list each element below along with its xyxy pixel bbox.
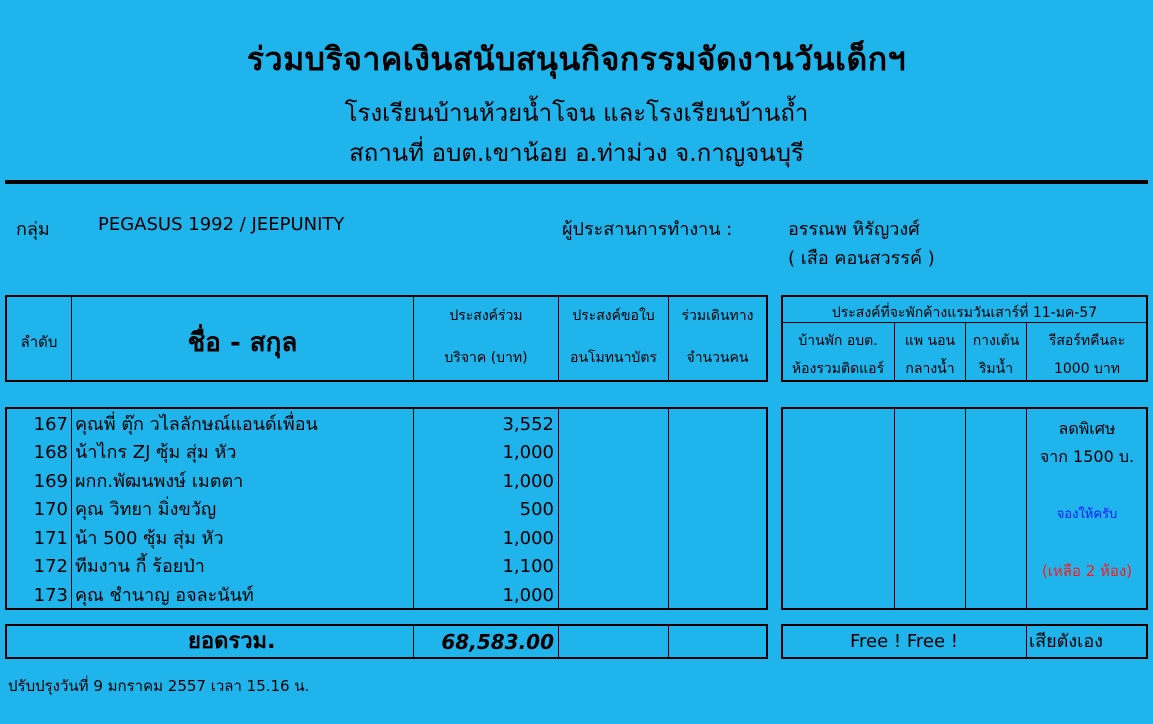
- resort-discount-from: จาก 1500 บ.: [1039, 447, 1135, 466]
- row-no: 167: [33, 414, 68, 435]
- divider: [894, 408, 895, 609]
- header-name: ชื่อ - สกุล: [187, 328, 298, 358]
- divider: [668, 625, 669, 658]
- divider: [558, 408, 559, 609]
- divider: [1026, 625, 1027, 658]
- header-travel-1: ร่วมเดินทาง: [681, 308, 754, 324]
- total-self-pay: เสียตังเอง: [1029, 631, 1103, 652]
- header-stay: ประสงค์ที่จะพักค้างแรมวันเสาร์ที่ 11-มค-57: [831, 305, 1098, 321]
- row-name: คุณพี่ ตุ๊ก วไลลักษณ์แอนด์เพื่อน: [75, 414, 318, 435]
- row-no: 169: [33, 471, 68, 492]
- row-name: น้า 500 ซุ้ม สุ่ม หัว: [75, 528, 224, 549]
- header-cert-1: ประสงค์ขอใบ: [572, 308, 655, 324]
- row-name: ทีมงาน กี้ ร้อยป่า: [75, 556, 205, 577]
- row-name: คุณ ชำนาญ อจละนันท์: [75, 585, 254, 606]
- row-amount: 3,552: [502, 414, 554, 435]
- total-free: Free ! Free !: [850, 631, 958, 652]
- header-stay-c-1: กางเต้น: [972, 333, 1020, 349]
- coordinator-nick: ( เสือ คอนสวรรค์ ): [788, 248, 935, 269]
- row-no: 170: [33, 499, 68, 520]
- divider: [965, 408, 966, 609]
- page-subtitle: โรงเรียนบ้านห้วยน้ำโจน และโรงเรียนบ้านถ้ำ: [344, 99, 809, 127]
- header-stay-d-1: รีสอร์ทคืนละ: [1048, 333, 1126, 349]
- row-name: น้าไกร ZJ ซุ้ม สุ่ม หัว: [75, 442, 237, 463]
- header-divider: [5, 180, 1148, 184]
- header-order: ลำดับ: [20, 333, 58, 351]
- row-amount: 1,100: [502, 556, 554, 577]
- header-stay-d-2: 1000 บาท: [1053, 361, 1121, 377]
- row-amount: 500: [519, 499, 554, 520]
- header-stay-b-1: แพ นอน: [904, 333, 956, 349]
- header-donate-2: บริจาค (บาท): [444, 350, 528, 366]
- header-stay-c-2: ริมน้ำ: [978, 361, 1014, 377]
- divider: [668, 408, 669, 609]
- footer-updated: ปรับปรุงวันที่ 9 มกราคม 2557 เวลา 15.16 น.: [8, 677, 310, 695]
- row-amount: 1,000: [502, 528, 554, 549]
- total-label: ยอดรวม.: [188, 629, 276, 654]
- row-no: 173: [33, 585, 68, 606]
- header-stay-a-2: ห้องรวมติดแอร์: [791, 361, 885, 377]
- row-no: 171: [33, 528, 68, 549]
- row-name: ผกก.พัฒนพงษ์ เมตตา: [75, 471, 244, 492]
- row-amount: 1,000: [502, 442, 554, 463]
- row-no: 168: [33, 442, 68, 463]
- resort-discount: ลดพิเศษ: [1058, 419, 1116, 438]
- row-name: คุณ วิทยา มิ่งขวัญ: [75, 499, 217, 520]
- totals-left: [5, 624, 768, 659]
- row-no: 172: [33, 556, 68, 577]
- group-value: PEGASUS 1992 / JEEPUNITY: [98, 214, 345, 235]
- page-title: ร่วมบริจาคเงินสนับสนุนกิจกรรมจัดงานวันเด็กฯ: [246, 40, 907, 78]
- coordinator-name: อรรณพ หิรัญวงศ์: [788, 219, 920, 240]
- total-amount: 68,583.00: [441, 630, 554, 654]
- row-amount: 1,000: [502, 471, 554, 492]
- header-donate-1: ประสงค์ร่วม: [449, 308, 523, 324]
- header-stay-a-1: บ้านพัก อบต.: [798, 333, 878, 349]
- header-stay-b-2: กลางน้ำ: [905, 361, 955, 377]
- resort-booked: จองให้ครับ: [1056, 507, 1118, 522]
- row-amount: 1,000: [502, 585, 554, 606]
- page-location: สถานที่ อบต.เขาน้อย อ.ท่าม่วง จ.กาญจนบุรี: [349, 139, 804, 167]
- divider: [558, 625, 559, 658]
- divider: [71, 408, 72, 609]
- group-label: กลุ่ม: [16, 219, 50, 240]
- header-travel-2: จำนวนคน: [686, 350, 749, 366]
- header-cert-2: อนโมทนาบัตร: [570, 350, 657, 366]
- resort-remaining: (เหลือ 2 ห้อง): [1041, 562, 1133, 580]
- coordinator-label: ผู้ประสานการทำงาน :: [562, 219, 733, 240]
